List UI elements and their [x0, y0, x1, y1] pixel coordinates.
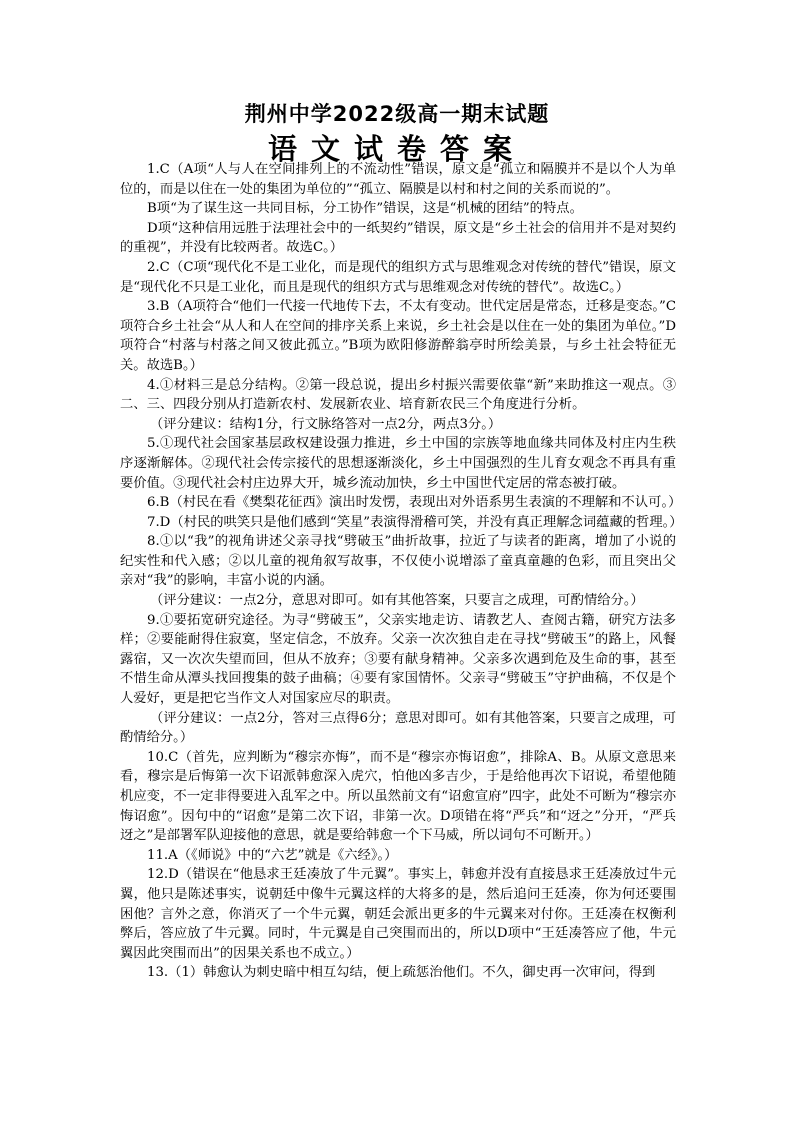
answer-q6: 6.B（村民在看《樊梨花征西》演出时发愣，表现出对外语系男生表演的不理解和不认可。）	[147, 495, 682, 511]
answer-q11: 11.A（《师说》中的“六艺”就是《六经》。）	[147, 847, 398, 863]
answer-body	[120, 160, 683, 983]
exam-title: 荆州中学2022级高一期末试题	[244, 102, 550, 126]
answer-q4: 4.①材料三是总分结构。②第一段总说，提出乡村振兴需要依靠“新”来助推这一观点。③二、三、四段分别从打造新农村、发展新农业、培育新农民三个角度进行分析。	[120, 377, 676, 413]
answer-q8: 8.①以“我”的视角讲述父亲寻找“劈破玉”曲折故事，拉近了与读者的距离，增加了小说的纪实性和代入感；②以儿童的视角叙写故事，不仅使小说增添了童真童趣的色彩，而且突出父亲对“我”的影响，丰富小说的内涵。	[120, 534, 676, 589]
answer-q1-option-d: D项“这种信用远胜于法理社会中的一纸契约”错误，原文是“乡土社会的信用并不是对契约的重视”，并没有比较两者。故选C。）	[120, 220, 676, 256]
answer-q12: 12.D（错误在“他恳求王廷凑放了牛元翼”。事实上，韩愈并没有直接恳求王廷凑放过牛元翼，他只是陈述事实，说朝廷中像牛元翼这样的大将多的是，然后追问王廷凑，你为何还要围困他？言外之意，你消灭了一个牛元翼，朝廷会派出更多的牛元翼来对付你。王廷凑在权衡利弊后，答应放了牛元翼。同时，牛元翼是自己突围而出的，所以D项中“王廷凑答应了他，牛元翼因此突围而出”的因果关系也不成立。）	[120, 867, 676, 961]
answer-q13: 13.（1）韩愈认为刺史暗中相互勾结，便上疏惩治他们。不久，御史再一次审问，得到	[147, 965, 656, 981]
scoring-note-q4: （评分建议：结构1分，行文脉络答对一点2分，两点3分。）	[150, 416, 502, 432]
scoring-note-q8: （评分建议：一点2分，意思对即可。如有其他答案，只要言之成理，可酌情给分。）	[150, 593, 644, 609]
answer-q2: 2.C（C项“现代化不是工业化，而是现代的组织方式与思维观念对传统的替代”错误，原文是“现代化不只是工业化，而且是现代的组织方式与思维观念对传统的替代”。故选C。）	[120, 259, 676, 295]
answer-q7: 7.D（村民的哄笑只是他们感到“笑星”表演得滑稽可笑，并没有真正理解念词蕴藏的哲理。）	[147, 514, 683, 530]
scoring-note-q9: （评分建议：一点2分，答对三点得6分；意思对即可。如有其他答案，只要言之成理，可酌情给分。）	[120, 710, 676, 746]
answer-q1: 1.C（A项“人与人在空间排列上的不流动性”错误，原文是“孤立和隔膜并不是以个人为单位的，而是以住在一处的集团为单位的”“孤立、隔膜是以村和村之间的关系而说的”。	[120, 162, 676, 197]
answer-q3: 3.B（A项符合“他们一代接一代地传下去，不太有变动。世代定居是常态，迁移是变态。”C项符合乡土社会“从人和人在空间的排序关系上来说，乡土社会是以住在一处的集团为单位。”D项符合“村落与村落之间又彼此孤立。”B项为欧阳修游醉翁亭时所绘美景，与乡土社会特征无关。故选B。）	[120, 299, 676, 373]
answer-q10: 10.C（首先，应判断为“穆宗亦悔”，而不是“穆宗亦悔诏愈”，排除A、B。从原文意思来看，穆宗是后悔第一次下诏派韩愈深入虎穴，怕他凶多吉少，于是给他再次下诏说，希望他随机应变，不一定非得要进入乱军之中。所以虽然前文有“诏愈宣府”四字，此处不可断为“穆宗亦悔诏愈”。因句中的“诏愈”是第二次下诏，非第一次。D项错在将“严兵”和“迓之”分开，“严兵迓之”是部署军队迎接他的意思，就是要给韩愈一个下马威，所以词句不可断开。）	[120, 749, 676, 844]
answer-q1-option-b: B项“为了谋生这一共同目标，分工协作”错误，这是“机械的团结”的特点。	[147, 201, 583, 217]
answer-key-heading: 语文试卷答案	[267, 132, 526, 166]
answer-q5: 5.①现代社会国家基层政权建设强力推进，乡土中国的宗族等地血缘共同体及村庄内生秩序逐渐解体。②现代社会传宗接代的思想逐渐淡化，乡土中国强烈的生儿育女观念不再具有重要价值。③现代社会村庄边界大开，城乡流动加快，乡土中国世代定居的常态被打破。	[120, 436, 676, 491]
answer-q9: 9.①要拓宽研究途径。为寻“劈破玉”，父亲实地走访、请教艺人、查阅古籍，研究方法多样；②要能耐得住寂寞，坚定信念，不放弃。父亲一次次独自走在寻找“劈破玉”的路上，风餐露宿，又一次次失望而回，但从不放弃；③要有献身精神。父亲多次遇到危及生命的事，甚至不惜生命从潭头找回搜集的鼓子曲稿；④要有家国情怀。父亲寻“劈破玉”守护曲稿，不仅是个人爱好，更是把它当作文人对国家应尽的职责。	[120, 612, 676, 707]
